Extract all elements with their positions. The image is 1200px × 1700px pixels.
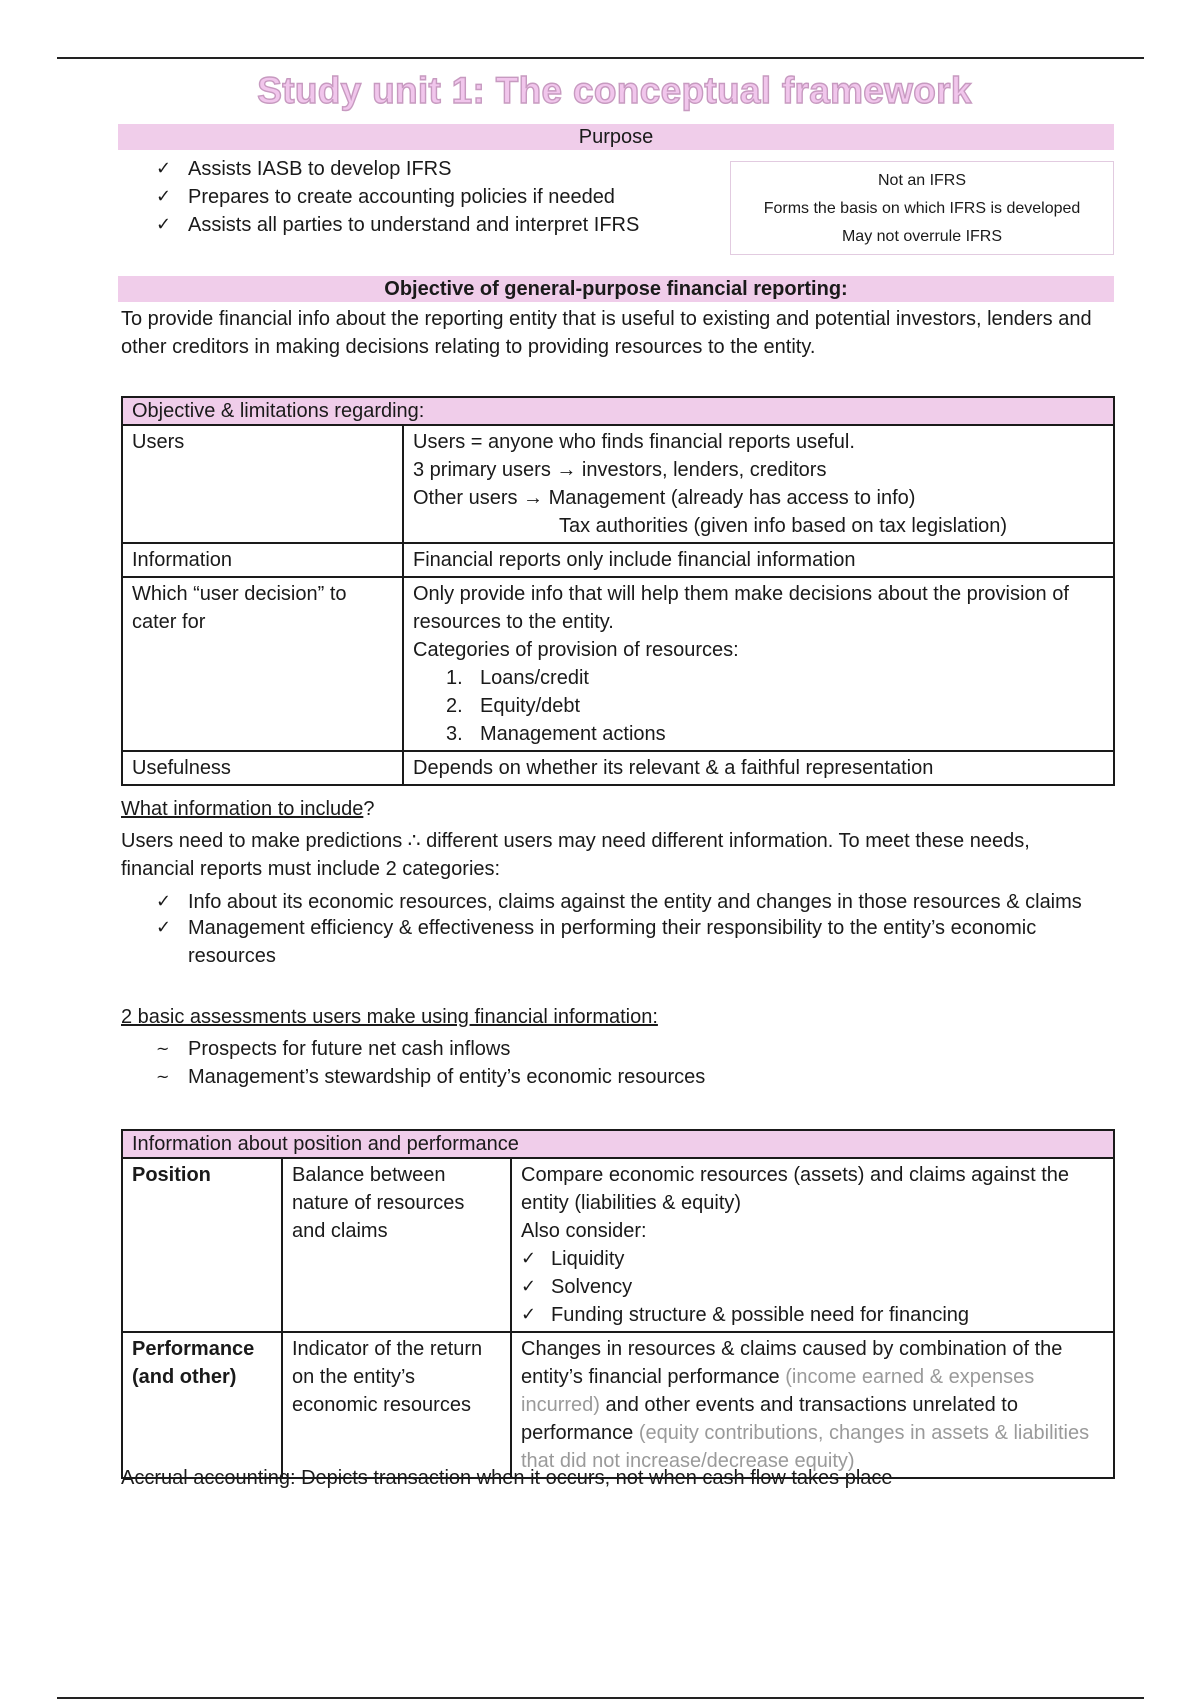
cell-text: Changes in resources & claims caused by combination of the entity’s financial performance	[521, 1338, 1063, 1388]
table-row	[122, 1332, 1114, 1478]
list-item	[521, 1273, 1104, 1301]
list-item	[521, 1245, 1104, 1273]
table-label: Information	[122, 543, 403, 577]
table-row	[122, 751, 1114, 785]
cell-line: Only provide info that will help them make decisions about the provision of resources to the entity.	[413, 583, 1069, 633]
table-cell	[511, 1332, 1114, 1478]
list-item	[521, 1301, 1104, 1329]
table-row	[122, 425, 1114, 543]
table-label: Which “user decision” to cater for	[122, 577, 403, 751]
include-heading	[121, 795, 374, 823]
limitations-table	[121, 396, 1115, 786]
table-header: Information about position and performance	[122, 1130, 1114, 1158]
table-row	[122, 1158, 1114, 1332]
bottom-rule	[57, 1697, 1144, 1699]
check-icon: ✓	[156, 891, 172, 912]
check-icon: ✓	[156, 186, 172, 207]
table-label: Position	[122, 1158, 282, 1332]
tilde-bullet-icon: ~	[156, 1039, 170, 1058]
cell-line: Tax authorities (given info based on tax legislation)	[559, 515, 1008, 537]
table-row	[122, 577, 1114, 751]
position-performance-table	[121, 1129, 1115, 1479]
list-item	[156, 1063, 1106, 1091]
objective-text: To provide financial info about the reporting entity that is useful to existing and potential investors, lenders and other creditors in making decisions relating to providing resources to the entity.	[121, 308, 1092, 358]
list-item	[156, 155, 716, 183]
table-label: Users	[122, 425, 403, 543]
cell-text: and other events and transactions unrelated to performance	[521, 1394, 1018, 1444]
top-rule	[57, 57, 1144, 59]
cell-line: Compare economic resources (assets) and claims against the entity (liabilities & equity)	[521, 1164, 1070, 1214]
cell-line: Categories of provision of resources:	[413, 639, 739, 661]
table-header: Objective & limitations regarding:	[122, 397, 1114, 425]
list-item-text: Management’s stewardship of entity’s economic resources	[188, 1066, 706, 1088]
item-number: 1.	[446, 667, 463, 689]
table-label: Performance (and other)	[122, 1332, 282, 1478]
item-number: 2.	[446, 695, 463, 717]
numbered-item	[413, 720, 1104, 748]
tilde-bullet-icon: ~	[156, 1067, 170, 1086]
list-item-text: Liquidity	[551, 1248, 625, 1270]
list-item	[156, 914, 1106, 970]
note-line: Forms the basis on which IFRS is developed	[763, 200, 1081, 217]
include-heading-text: What information to include	[121, 798, 364, 820]
table-cell: Indicator of the return on the entity’s economic resources	[282, 1332, 511, 1478]
item-number: 3.	[446, 723, 463, 745]
check-icon: ✓	[521, 1304, 537, 1325]
include-text: Users need to make predictions ∴ different users may need different information. To meet these needs, financial reports must include 2 categories:	[121, 830, 1030, 880]
cell-note: (equity contributions, changes in assets & liabilities that did not increase/decrease equity)	[521, 1422, 1090, 1472]
note-line: May not overrule IFRS	[841, 228, 1003, 245]
purpose-heading: Purpose	[118, 124, 1114, 150]
item-text: Equity/debt	[480, 695, 581, 717]
list-item-text: Assists IASB to develop IFRS	[188, 158, 452, 180]
question-mark: ?	[363, 798, 375, 820]
item-text: Management actions	[480, 723, 666, 745]
list-item-text: Prepares to create accounting policies if needed	[188, 186, 615, 208]
item-text: Loans/credit	[480, 667, 589, 689]
table-row	[122, 1130, 1114, 1158]
table-cell	[511, 1158, 1114, 1332]
include-list	[156, 888, 1106, 970]
table-cell: Financial reports only include financial information	[403, 543, 1114, 577]
assessments-heading: 2 basic assessments users make using financial information:	[121, 1006, 658, 1028]
page-title: Study unit 1: The conceptual framework	[257, 70, 972, 111]
assessments-list	[156, 1035, 1106, 1091]
cell-line: Also consider:	[521, 1220, 647, 1242]
cell-note: (income earned & expenses incurred)	[521, 1366, 1035, 1416]
list-item	[156, 1035, 1106, 1063]
list-item	[156, 211, 716, 239]
numbered-item	[413, 664, 1104, 692]
objective-heading: Objective of general-purpose financial reporting:	[118, 276, 1114, 302]
list-item	[156, 183, 716, 211]
list-item	[156, 888, 1106, 916]
purpose-list	[156, 155, 716, 239]
numbered-item	[413, 692, 1104, 720]
cell-line: Other users → Management (already has access to info)	[413, 487, 916, 509]
table-row	[122, 397, 1114, 425]
list-item-text: Prospects for future net cash inflows	[188, 1038, 511, 1060]
purpose-note-box	[730, 161, 1114, 255]
table-cell	[403, 425, 1114, 543]
cell-line: 3 primary users → investors, lenders, creditors	[413, 459, 827, 481]
table-label: Usefulness	[122, 751, 403, 785]
table-cell: Depends on whether its relevant & a faithful representation	[403, 751, 1114, 785]
list-item-text: Solvency	[551, 1276, 633, 1298]
table-cell	[403, 577, 1114, 751]
list-item-text: Assists all parties to understand and interpret IFRS	[188, 214, 640, 236]
note-line: Not an IFRS	[877, 172, 967, 189]
check-icon: ✓	[156, 214, 172, 235]
list-item-text: Management efficiency & effectiveness in performing their responsibility to the entity’s economic resources	[188, 917, 1037, 967]
check-icon: ✓	[521, 1248, 537, 1269]
list-item-text: Info about its economic resources, claims against the entity and changes in those resources & claims	[188, 891, 1082, 913]
check-icon: ✓	[156, 158, 172, 179]
check-icon: ✓	[156, 917, 172, 938]
accrual-note: Accrual accounting: Depicts transaction when it occurs, not when cash flow takes place	[121, 1467, 893, 1489]
table-row	[122, 543, 1114, 577]
list-item-text: Funding structure & possible need for financing	[551, 1304, 970, 1326]
check-icon: ✓	[521, 1276, 537, 1297]
cell-line: Users = anyone who finds financial reports useful.	[413, 431, 855, 453]
table-cell: Balance between nature of resources and claims	[282, 1158, 511, 1332]
